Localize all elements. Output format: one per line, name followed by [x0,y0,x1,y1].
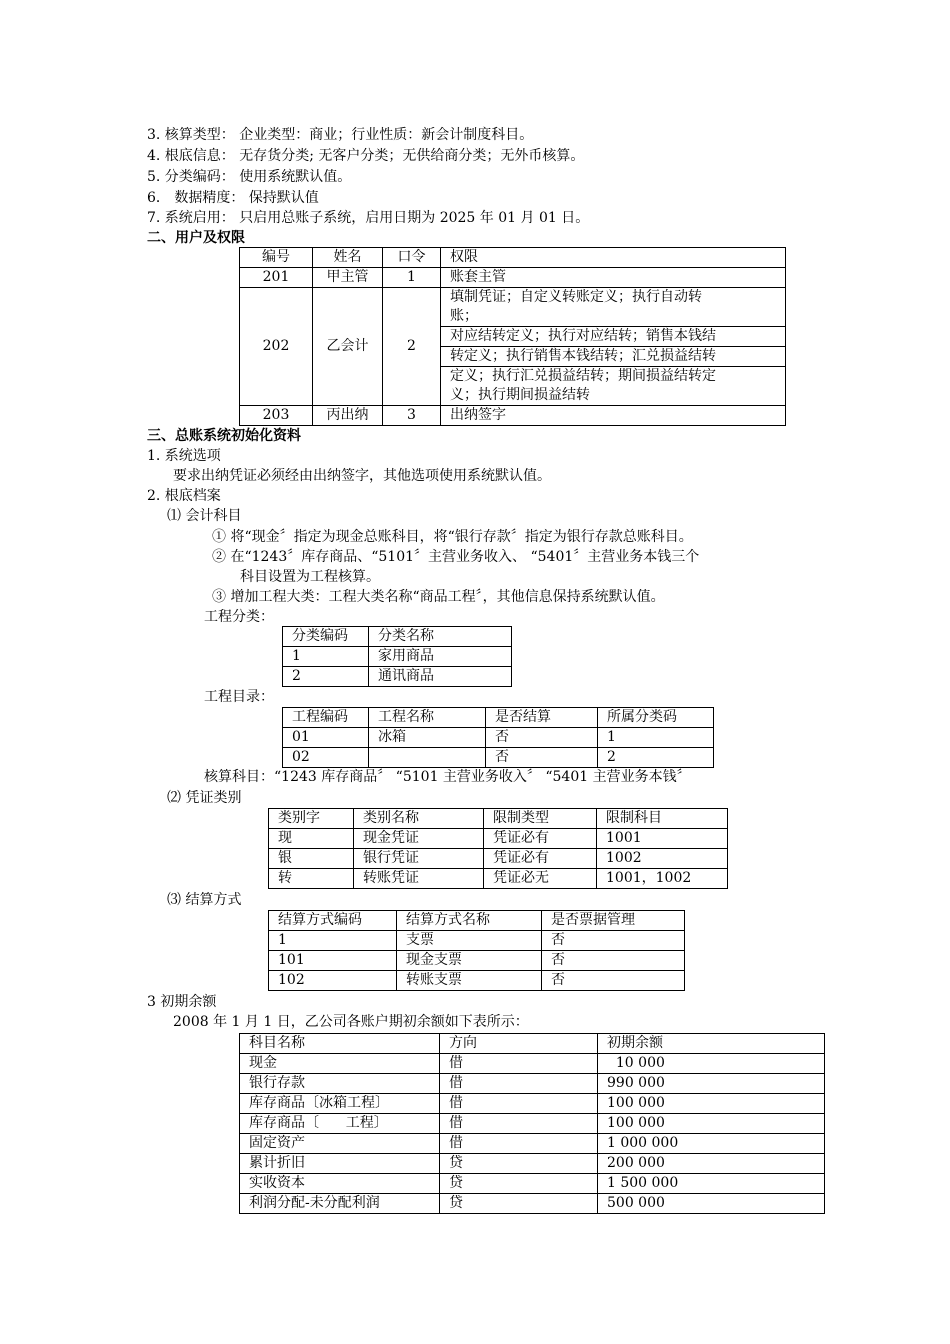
header-cell: 口令 [383,248,441,268]
table-row [269,971,685,991]
header-cell: 工程编码 [283,708,369,728]
table-cell: 1 [283,647,369,667]
table-cell: 银行凭证 [354,849,484,869]
accounts-point-1: ① 将“现金〞指定为现金总账科目，将“银行存款〞指定为银行存款总账科目。 [212,529,693,545]
item-base-archive: 2. 根底档案 [147,488,221,504]
users-table [239,247,786,426]
table-row [240,406,786,426]
table-cell: 990 000 [598,1074,825,1094]
header-cell: 限制科目 [597,809,728,829]
table-cell: 10 000 [598,1054,825,1074]
table-cell: 100 000 [598,1094,825,1114]
table-row [269,931,685,951]
table-row [240,1174,825,1194]
user-permission [441,288,786,406]
header-cell: 权限 [441,248,786,268]
table-cell: 200 000 [598,1154,825,1174]
table-cell: 1 [598,728,714,748]
table-cell: 转账凭证 [354,869,484,889]
table-cell: 现金支票 [397,951,542,971]
table-row [283,728,714,748]
table-row [240,268,786,288]
permission-line: 对应结转定义；执行对应结转；销售本钱结 [441,327,785,347]
table-row [240,1134,825,1154]
opening-balance-table [239,1033,825,1214]
sub-settlement: ⑶ 结算方式 [167,892,242,908]
project-category-table [282,626,512,687]
table-cell: 转 [269,869,354,889]
header-cell: 姓名 [313,248,383,268]
table-cell: 借 [440,1094,598,1114]
table-row [240,1194,825,1214]
table-cell: 500 000 [598,1194,825,1214]
table-cell: 1 [269,931,397,951]
permission-line: 填制凭证；自定义转账定义；执行自动转 账； [441,288,785,327]
table-cell: 现金凭证 [354,829,484,849]
table-cell: 贷 [440,1154,598,1174]
header-cell: 初期余额 [598,1034,825,1054]
table-cell [369,748,486,768]
table-cell: 1 000 000 [598,1134,825,1154]
table-header-row [269,911,685,931]
item-system-options: 1. 系统选项 [147,448,221,464]
header-cell: 类别字 [269,809,354,829]
user-permission: 账套主管 [441,268,786,288]
table-cell: 借 [440,1054,598,1074]
table-cell: 否 [486,728,598,748]
setting-line-3: 3. 核算类型： 企业类型：商业；行业性质：新会计制度科目。 [147,127,534,143]
table-cell: 1002 [597,849,728,869]
table-cell: 现金 [240,1054,440,1074]
accounts-point-3: ③ 增加工程大类：工程大类名称“商品工程〞，其他信息保持系统默认值。 [212,589,665,605]
setting-line-4: 4. 根底信息： 无存货分类; 无客户分类；无供给商分类；无外币核算。 [147,148,585,164]
user-id: 203 [240,406,313,426]
user-id: 201 [240,268,313,288]
user-name: 乙会计 [313,288,383,406]
table-cell: 借 [440,1114,598,1134]
settlement-table [268,910,685,991]
setting-line-6: 6． 数据精度： 保持默认值 [147,190,319,206]
table-cell: 固定资产 [240,1134,440,1154]
table-header-row [240,1034,825,1054]
table-row [269,849,728,869]
table-cell: 否 [486,748,598,768]
table-cell: 冰箱 [369,728,486,748]
table-cell: 1001 [597,829,728,849]
table-header-row [240,248,786,268]
header-cell: 编号 [240,248,313,268]
table-header-row [269,809,728,829]
user-permission: 出纳签字 [441,406,786,426]
table-cell: 库存商品〔冰箱工程〕 [240,1094,440,1114]
table-row [240,1054,825,1074]
table-cell: 凭证必有 [484,829,597,849]
table-cell: 2 [598,748,714,768]
header-cell: 是否票据管理 [542,911,685,931]
header-cell: 类别名称 [354,809,484,829]
table-row [269,951,685,971]
accounts-point-2-cont: 科目设置为工程核算。 [240,569,380,585]
table-row [283,748,714,768]
table-cell: 2 [283,667,369,687]
sub-voucher-types: ⑵ 凭证类别 [167,790,242,806]
table-row [283,667,512,687]
table-row [269,869,728,889]
table-cell: 01 [283,728,369,748]
table-cell: 凭证必有 [484,849,597,869]
setting-line-7: 7. 系统启用： 只启用总账子系统，启用日期为 2025 年 01 月 01 日。 [147,210,590,226]
header-cell: 工程名称 [369,708,486,728]
table-row [240,1114,825,1134]
voucher-type-table [268,808,728,889]
user-password: 1 [383,268,441,288]
header-cell: 方向 [440,1034,598,1054]
table-cell: 利润分配-未分配利润 [240,1194,440,1214]
header-cell: 科目名称 [240,1034,440,1054]
accounts-point-2: ② 在“1243〞库存商品、“5101〞主营业务收入、 “5401〞主营业务本钱三个 [212,549,700,565]
permission-line: 定义；执行汇兑损益结转；期间损益结转定 义；执行期间损益结转 [450,368,716,403]
accounting-subjects-line: 核算科目：“1243 库存商品〞 “5101 主营业务收入〞 “5401 主营业务本钱〞 [204,769,691,785]
header-cell: 分类名称 [369,627,512,647]
header-cell: 是否结算 [486,708,598,728]
table-cell: 贷 [440,1194,598,1214]
setting-line-5: 5. 分类编码： 使用系统默认值。 [147,169,352,185]
header-cell: 结算方式名称 [397,911,542,931]
header-cell: 所属分类码 [598,708,714,728]
project-category-label: 工程分类： [204,609,274,625]
table-header-row [283,627,512,647]
table-cell: 支票 [397,931,542,951]
table-cell: 借 [440,1134,598,1154]
opening-balance-text: 2008 年 1 月 1 日，乙公司各账户期初余额如下表所示： [173,1014,529,1030]
table-cell: 家用商品 [369,647,512,667]
table-header-row [283,708,714,728]
table-row [240,1094,825,1114]
user-password: 3 [383,406,441,426]
user-name: 甲主管 [313,268,383,288]
table-cell: 实收资本 [240,1174,440,1194]
table-cell: 库存商品〔 工程〕 [240,1114,440,1134]
system-options-text: 要求出纳凭证必须经由出纳签字，其他选项使用系统默认值。 [173,468,551,484]
table-cell: 贷 [440,1174,598,1194]
table-cell: 102 [269,971,397,991]
table-cell: 累计折旧 [240,1154,440,1174]
section-title-gl-init: 三、总账系统初始化资料 [147,428,301,444]
permission-line: 转定义；执行销售本钱结转；汇兑损益结转 [441,347,785,367]
table-row [240,288,786,406]
user-password: 2 [383,288,441,406]
user-id: 202 [240,288,313,406]
section-title-users: 二、用户及权限 [147,230,245,246]
table-cell: 否 [542,931,685,951]
table-row [283,647,512,667]
table-cell: 通讯商品 [369,667,512,687]
table-row [240,1074,825,1094]
table-cell: 1 500 000 [598,1174,825,1194]
table-cell: 现 [269,829,354,849]
table-cell: 转账支票 [397,971,542,991]
table-cell: 银 [269,849,354,869]
table-cell: 借 [440,1074,598,1094]
table-cell: 否 [542,971,685,991]
item-opening-balance: 3 初期余额 [147,994,217,1010]
table-cell: 凭证必无 [484,869,597,889]
table-cell: 银行存款 [240,1074,440,1094]
table-row [240,1154,825,1174]
header-cell: 分类编码 [283,627,369,647]
table-cell: 101 [269,951,397,971]
sub-accounts: ⑴ 会计科目 [167,508,242,524]
header-cell: 结算方式编码 [269,911,397,931]
project-directory-label: 工程目录： [204,689,274,705]
project-directory-table [282,707,714,768]
user-name: 丙出纳 [313,406,383,426]
header-cell: 限制类型 [484,809,597,829]
table-cell: 1001，1002 [597,869,728,889]
table-cell: 100 000 [598,1114,825,1134]
table-row [269,829,728,849]
table-cell: 否 [542,951,685,971]
table-cell: 02 [283,748,369,768]
